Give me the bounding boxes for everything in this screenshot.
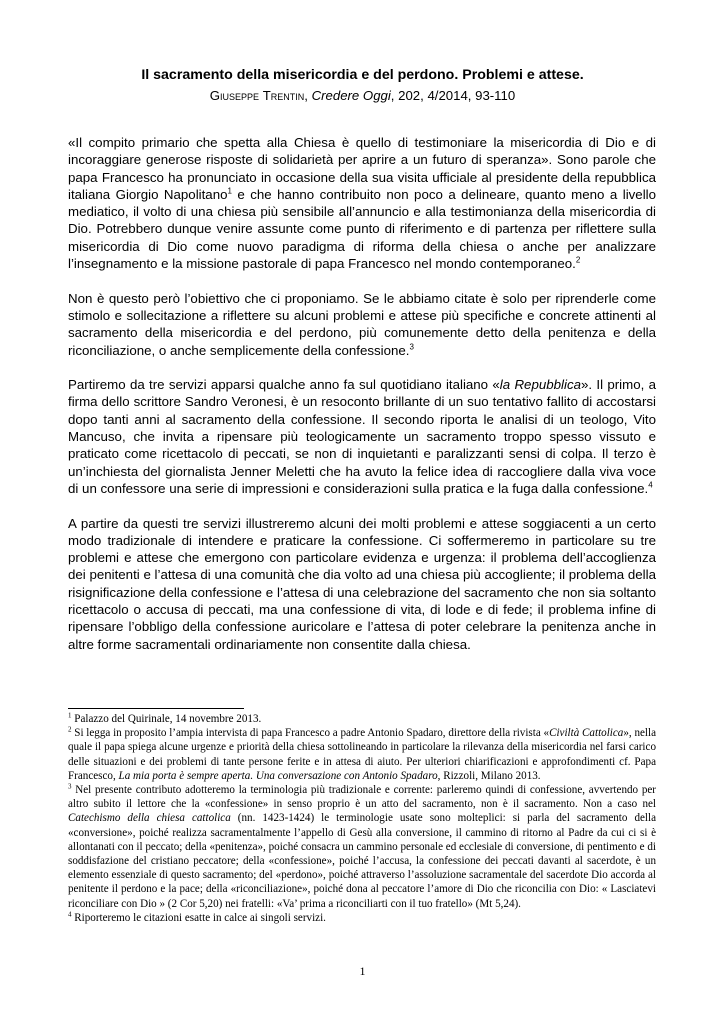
footnote-ref-4[interactable]: 4: [648, 480, 653, 490]
footnote-2-journal: Civiltà Cattolica: [549, 727, 624, 740]
footnote-2: [68, 726, 656, 783]
article-title: Il sacramento della misericordia e del perdono. Problemi e attese.: [141, 67, 584, 83]
footnote-ref-1[interactable]: 1: [227, 186, 232, 196]
footnote-3-text-b: (nn. 1423-1424) le terminologie usate sono molteplici: si parla del sacramento della «conversione», poiché realizza sacramentalmente l’appello di Gesù alla conversione, il cammino di ritorno al Padre da cui ci si è allontanati con il peccato; della «penitenza», poiché consacra un cammino personale ed ecclesiale di conversione, di pentimento e di soddisfazione del cristiano peccatore; della «confessione», poiché l’accusa, la confessione dei peccati davanti al sacerdote, è un elemento essenziale di questo sacramento; del «perdono», poiché attraverso l’assoluzione sacramentale del sacerdote Dio accorda al penitente il perdono e la pace; della «riconciliazione», poiché dona al peccatore l’amore di Dio che riconcilia con Dio: « Lasciatevi riconciliare con Dio » (2 Cor 5,20) nei fratelli: «Va’ prima a riconciliarti con il tuo fratello» (Mt 5,24).: [68, 812, 657, 910]
newspaper-name: la Repubblica: [499, 377, 581, 393]
footnote-2-text-a: Si legga in proposito l’ampia intervista di papa Francesco a padre Antonio Spadaro, direttore della rivista «: [71, 727, 550, 740]
page-number: 1: [359, 964, 366, 978]
footnote-2-text-b: », nella quale il papa spiega alcune urgenze e priorità della chiesa sottolineando in particolare la rilevanza della misericordia nel farsi carico delle situazioni e dei problemi di tante persone ferite e in attesa di aiuto. Per ulteriori chiarificazioni e approfondimenti cf. Papa Francesco,: [68, 727, 656, 782]
paragraph-1: [68, 134, 656, 272]
paragraph-3-text-b: ». Il primo, a firma dello scrittore Sandro Veronesi, è un resoconto brillante di un suo tentativo fallito di accostarsi dopo tanti anni al sacramento della confessione. Il secondo riporta le analisi di un teologo, Vito Mancuso, che invita a ripensare più teologicamente un sacramento troppo spesso vissuto e praticato come ricettacolo di peccati, se non di inquietanti e paralizzanti sensi di colpa. Il terzo è un’inchiesta del giornalista Jenner Meletti che ha avuto la felice idea di raccogliere dalla viva voce di un confessore una serie di impressioni e considerazioni sulla pratica e la fuga dalla confessione.: [68, 377, 657, 496]
footnote-ref-3[interactable]: 3: [409, 342, 414, 352]
paragraph-4: A partire da questi tre servizi illustreremo alcuni dei molti problemi e attese soggiacenti a un certo modo tradizionale di intendere e praticare la confessione. Ci soffermeremo in particolare su tre problemi e attese che emergono con particolare evidenza e urgenza: il problema dell’accoglienza dei penitenti e l’attesa di una comunità che dia volto ad una chiesa più accogliente; il problema della risignificazione della confessione e l’attesa di una celebrazione del sacramento che non sia soltanto ricettacolo o accusa di peccati, ma una confessione di vita, di lode e di fede; il problema infine di ripensare l’obbligo della confessione auricolare e l’attesa di poter celebrare la penitenza anche in altre forme sacramentali ordinariamente non consentite dalla chiesa.: [68, 515, 656, 652]
paragraph-3-text-a: Partiremo da tre servizi apparsi qualche anno fa sul quotidiano italiano «: [68, 377, 500, 393]
footnote-separator: [68, 708, 244, 709]
footnote-3: [68, 783, 656, 911]
body-text: [68, 134, 656, 670]
footnote-1: [68, 712, 656, 726]
paragraph-1-text-a: «Il compito primario che spetta alla Chiesa è quello di testimoniare la misericordia di Dio e di incoraggiare generose risposte di solidarietà per aprire a un futuro di speranza». Sono parole che papa Francesco ha pronunciato in occasione della sua visita ufficiale al presidente della repubblica italiana Giorgio Napolitano: [68, 135, 656, 202]
paragraph-2: [68, 290, 656, 359]
paragraph-3: [68, 376, 656, 497]
footnote-3-text-a: Nel presente contributo adotteremo la terminologia più tradizionale e corrente: parleremo quindi di confessione, avvertendo per altro subito il lettore che la «confessione» in senso proprio è un atto del sacramento, non è il sacramento. Non a caso nel: [68, 784, 656, 811]
footnote-ref-2[interactable]: 2: [575, 255, 581, 265]
footnotes: [68, 712, 656, 925]
footnote-3-number: 3: [68, 782, 72, 791]
paragraph-2-text: Non è questo però l’obiettivo che ci proponiamo. Se le abbiamo citate è solo per riprenderle come stimolo e sollecitazione a riflettere su alcuni problemi e attese più specifiche e concrete attinenti al sacramento della misericordia e del perdono, più comunemente detto della penitenza e della riconciliazione, o anche semplicemente della confessione.: [68, 290, 656, 358]
author-last-name: Trentin: [262, 88, 305, 103]
footnote-3-catechism: Catechismo della chiesa cattolica: [68, 812, 231, 825]
citation-line: Giuseppe Trentin, Credere Oggi, 202, 4/2014, 93-110: [209, 88, 516, 103]
footnote-4-number: 4: [68, 910, 72, 919]
footnote-1-number: 1: [68, 711, 72, 720]
footnote-2-text-c: , Rizzoli, Milano 2013.: [437, 769, 541, 782]
footnote-2-number: 2: [68, 725, 72, 734]
footnote-4-text: Riporteremo le citazioni esatte in calce ai singoli servizi.: [71, 911, 326, 924]
title-block: [0, 66, 725, 104]
footnote-2-book-title: La mia porta è sempre aperta. Una conversazione con Antonio Spadaro: [118, 769, 438, 782]
paragraph-1-text-b: e che hanno contribuito non poco a delineare, quanto meno a livello mediatico, il volto di una chiesa più sensibile all’annuncio e alla testimonianza della misericordia di Dio. Potrebbero dunque venire assunte come punto di riferimento e di partenza per riflettere sulla misericordia di Dio come nuovo paradigma di riforma della chiesa o anche per analizzare l’insegnamento e la missione pastorale di papa Francesco nel mondo contemporaneo.: [68, 186, 657, 272]
issue-info: , 202, 4/2014, 93-110: [390, 88, 516, 103]
footnote-1-text: Palazzo del Quirinale, 14 novembre 2013.: [71, 713, 262, 725]
footnote-4: [68, 911, 656, 925]
journal-name: Credere Oggi: [311, 88, 391, 103]
author-first-name: Giuseppe: [209, 88, 260, 103]
